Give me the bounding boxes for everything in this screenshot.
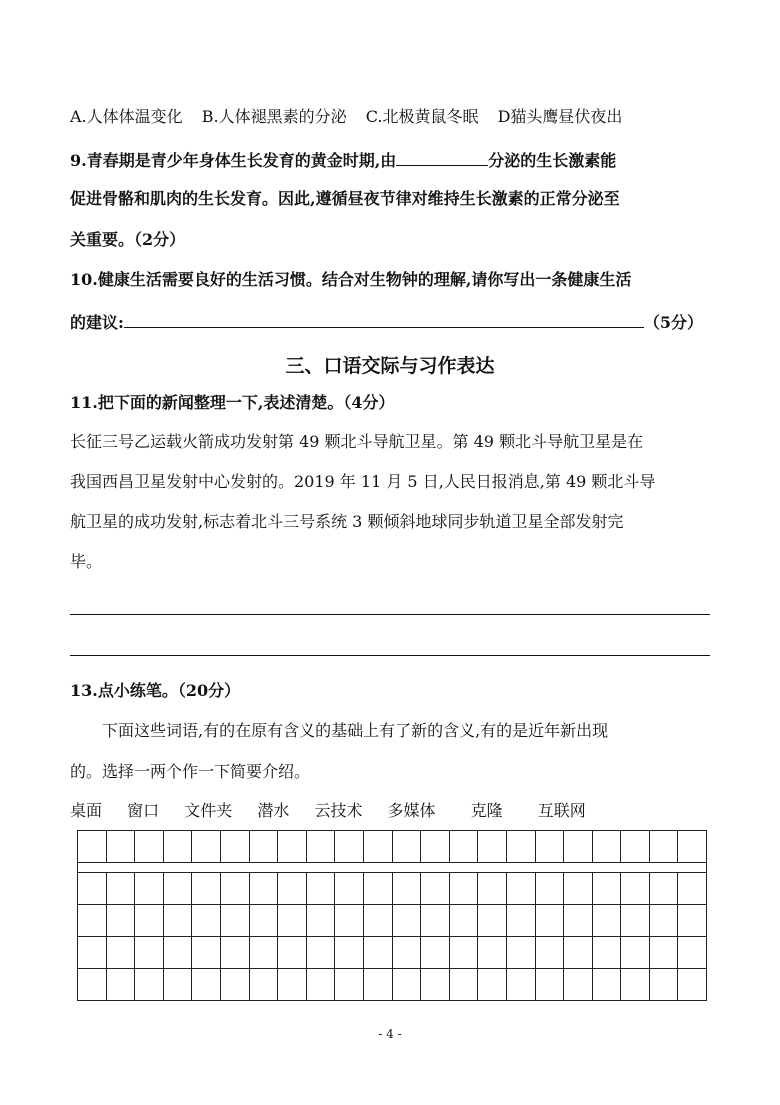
grid-cell[interactable] [536,905,565,936]
grid-cell[interactable] [164,969,193,1000]
grid-spacer [78,863,706,873]
grid-cell[interactable] [421,969,450,1000]
grid-cell[interactable] [307,831,336,862]
grid-cell[interactable] [192,969,221,1000]
grid-row [78,873,706,905]
grid-cell[interactable] [536,873,565,904]
q9-part1: 9.青春期是青少年身体生长发育的黄金时期,由 [70,151,397,170]
grid-cell[interactable] [135,969,164,1000]
grid-cell[interactable] [564,969,593,1000]
grid-cell[interactable] [478,831,507,862]
grid-cell[interactable] [250,937,279,968]
grid-cell[interactable] [621,905,650,936]
grid-cell[interactable] [221,937,250,968]
grid-cell[interactable] [192,937,221,968]
q9-line2: 促进骨骼和肌肉的生长发育。因此,遵循昼夜节律对维持生长激素的正常分泌至 [70,189,620,208]
grid-row [78,905,706,937]
grid-cell[interactable] [650,969,679,1000]
grid-cell[interactable] [335,969,364,1000]
grid-cell[interactable] [564,937,593,968]
q13-word: 多媒体 [387,801,436,820]
grid-cell[interactable] [393,873,422,904]
grid-cell[interactable] [393,831,422,862]
writing-grid[interactable] [77,830,707,1001]
grid-cell[interactable] [335,937,364,968]
grid-cell[interactable] [507,873,536,904]
grid-cell[interactable] [593,905,622,936]
grid-cell[interactable] [278,831,307,862]
grid-row [78,969,706,1000]
grid-cell[interactable] [564,905,593,936]
grid-cell[interactable] [564,873,593,904]
grid-cell[interactable] [78,937,107,968]
grid-cell[interactable] [450,831,479,862]
grid-cell[interactable] [421,831,450,862]
grid-cell[interactable] [650,831,679,862]
q11-answer-line[interactable] [70,655,710,656]
grid-cell[interactable] [478,969,507,1000]
grid-cell[interactable] [678,873,706,904]
q11-text-line: 长征三号乙运载火箭成功发射第 49 颗北斗导航卫星。第 49 颗北斗导航卫星是在 [70,432,644,451]
grid-cell[interactable] [107,937,136,968]
grid-cell[interactable] [593,969,622,1000]
grid-cell[interactable] [650,905,679,936]
q11-text-line: 航卫星的成功发射,标志着北斗三号系统 3 颗倾斜地球同步轨道卫星全部发射完 [70,512,624,531]
grid-cell[interactable] [250,873,279,904]
q13-word-list [70,801,586,821]
grid-cell[interactable] [564,831,593,862]
grid-cell[interactable] [364,831,393,862]
grid-cell[interactable] [364,905,393,936]
grid-cell[interactable] [593,873,622,904]
q11-answer-line[interactable] [70,614,710,615]
q13-instruction-line2: 的。选择一两个作一下简要介绍。 [70,762,311,781]
grid-cell[interactable] [135,937,164,968]
grid-cell[interactable] [307,873,336,904]
grid-cell[interactable] [593,937,622,968]
grid-cell[interactable] [393,969,422,1000]
grid-cell[interactable] [335,831,364,862]
q13-word: 云技术 [314,801,363,820]
grid-cell[interactable] [678,905,706,936]
q13-word: 窗口 [127,801,160,820]
grid-cell[interactable] [78,831,107,862]
grid-cell[interactable] [221,969,250,1000]
grid-cell[interactable] [278,873,307,904]
grid-cell[interactable] [507,905,536,936]
grid-cell[interactable] [364,873,393,904]
q8-option-a: A.人体体温变化 [70,107,183,126]
grid-cell[interactable] [192,905,221,936]
q8-option-d: D猫头鹰昼伏夜出 [497,107,623,126]
grid-cell[interactable] [107,969,136,1000]
grid-cell[interactable] [278,905,307,936]
grid-cell[interactable] [393,937,422,968]
grid-cell[interactable] [364,937,393,968]
grid-cell[interactable] [135,873,164,904]
section-title: 三、口语交际与习作表达 [285,355,495,377]
grid-row [78,937,706,969]
grid-cell[interactable] [192,873,221,904]
grid-cell[interactable] [278,937,307,968]
grid-cell[interactable] [507,937,536,968]
grid-cell[interactable] [450,937,479,968]
grid-row [78,831,706,863]
grid-cell[interactable] [335,905,364,936]
grid-cell[interactable] [450,873,479,904]
grid-cell[interactable] [221,873,250,904]
q9-answer-blank[interactable] [396,149,488,166]
grid-cell[interactable] [478,905,507,936]
grid-cell[interactable] [650,873,679,904]
grid-cell[interactable] [221,905,250,936]
grid-cell[interactable] [621,873,650,904]
q8-options [70,107,636,127]
q13-word: 桌面 [70,801,103,820]
grid-cell[interactable] [507,969,536,1000]
grid-cell[interactable] [135,831,164,862]
grid-cell[interactable] [164,831,193,862]
q13-instruction-line1: 下面这些词语,有的在原有含义的基础上有了新的含义,有的是近年新出现 [102,721,609,740]
grid-cell[interactable] [421,873,450,904]
grid-cell[interactable] [307,937,336,968]
grid-cell[interactable] [192,831,221,862]
grid-cell[interactable] [364,969,393,1000]
grid-cell[interactable] [507,831,536,862]
grid-cell[interactable] [678,969,706,1000]
grid-cell[interactable] [78,905,107,936]
grid-cell[interactable] [107,905,136,936]
grid-cell[interactable] [307,969,336,1000]
q11-heading: 11.把下面的新闻整理一下,表述清楚。（4分） [70,393,395,412]
grid-cell[interactable] [421,905,450,936]
q13-word: 互联网 [537,801,586,820]
q13-word: 文件夹 [184,801,233,820]
grid-cell[interactable] [278,969,307,1000]
grid-cell[interactable] [78,969,107,1000]
grid-cell[interactable] [450,969,479,1000]
grid-cell[interactable] [650,937,679,968]
q10-suffix: （5分） [643,313,704,332]
grid-cell[interactable] [250,831,279,862]
q13-word: 潜水 [257,801,290,820]
grid-cell[interactable] [107,831,136,862]
q8-option-b: B.人体褪黑素的分泌 [201,107,347,126]
grid-cell[interactable] [621,937,650,968]
grid-cell[interactable] [536,969,565,1000]
grid-cell[interactable] [678,937,706,968]
q9-line1 [70,149,616,171]
grid-cell[interactable] [478,937,507,968]
q9-line3: 关重要。（2分） [70,230,186,249]
q10-line1: 10.健康生活需要良好的生活习惯。结合对生物钟的理解,请你写出一条健康生活 [70,270,632,289]
q11-text-line: 毕。 [70,552,103,571]
grid-cell[interactable] [107,873,136,904]
grid-cell[interactable] [335,873,364,904]
grid-cell[interactable] [307,905,336,936]
grid-cell[interactable] [421,937,450,968]
grid-cell[interactable] [164,873,193,904]
page-number: - 4 - [378,1027,402,1041]
grid-cell[interactable] [221,831,250,862]
grid-cell[interactable] [135,905,164,936]
q9-part2: 分泌的生长激素能 [488,151,617,170]
grid-cell[interactable] [621,831,650,862]
grid-cell[interactable] [593,831,622,862]
grid-cell[interactable] [164,905,193,936]
q8-option-c: C.北极黄鼠冬眠 [365,107,479,126]
q13-word: 克隆 [470,801,503,820]
grid-cell[interactable] [450,905,479,936]
grid-cell[interactable] [621,969,650,1000]
q10-prefix: 的建议: [70,313,124,332]
grid-cell[interactable] [536,831,565,862]
q11-text-line: 我国西昌卫星发射中心发射的。2019 年 11 月 5 日,人民日报消息,第 49 颗北斗导 [70,472,656,491]
q13-heading: 13.点小练笔。（20分） [70,681,241,700]
grid-cell[interactable] [478,873,507,904]
grid-cell[interactable] [393,905,422,936]
grid-cell[interactable] [678,831,706,862]
grid-cell[interactable] [78,873,107,904]
grid-cell[interactable] [250,969,279,1000]
q10-line2 [70,311,703,333]
grid-cell[interactable] [164,937,193,968]
grid-cell[interactable] [250,905,279,936]
q10-answer-blank[interactable] [124,311,644,328]
grid-cell[interactable] [536,937,565,968]
